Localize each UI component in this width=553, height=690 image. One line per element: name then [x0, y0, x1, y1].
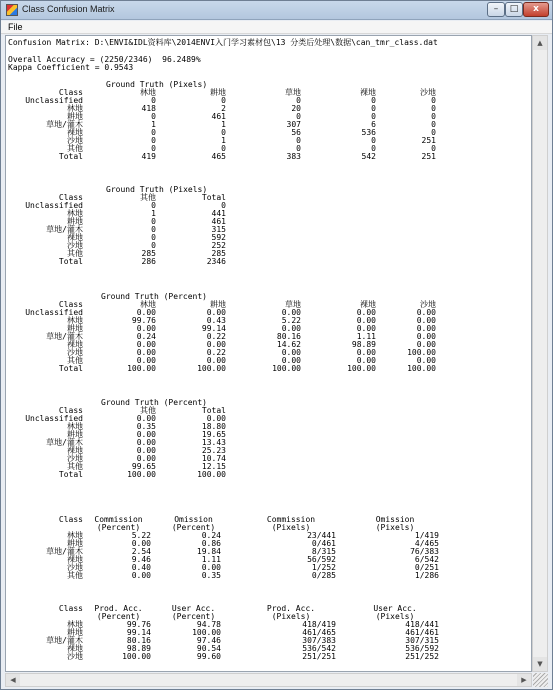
column-unit: (Percent) — [171, 523, 216, 532]
table-cell: 97.46 — [196, 636, 221, 645]
table-cell: 100.00 — [407, 364, 436, 373]
report-text-area[interactable] — [5, 35, 532, 672]
row-label: 耕地 — [67, 324, 83, 333]
table-cell: 0 — [221, 128, 226, 137]
row-label: 草地/灌木 — [46, 636, 83, 645]
column-header: Omission — [375, 515, 415, 524]
row-label: 裸地 — [67, 128, 83, 137]
table-cell: 100.00 — [122, 652, 151, 661]
table-cell: 0 — [151, 96, 156, 105]
column-header: 耕地 — [210, 88, 226, 97]
table-cell: 0.40 — [131, 563, 151, 572]
table-cell: 2.54 — [131, 547, 151, 556]
row-label: 林地 — [67, 209, 83, 218]
window-title: Class Confusion Matrix — [22, 4, 115, 14]
table-cell: 19.84 — [196, 547, 221, 556]
table-cell: 418/441 — [405, 620, 439, 629]
table-cell: 0.00 — [356, 356, 376, 365]
table-cell: 0.00 — [206, 308, 226, 317]
column-header: User Acc. — [373, 604, 417, 613]
column-header-class: Class — [58, 88, 83, 97]
column-header: 其他 — [140, 193, 156, 202]
table-cell: 0.00 — [136, 430, 156, 439]
table-cell: 18.80 — [201, 422, 226, 431]
table-cell: 1 — [221, 120, 226, 129]
table-cell: 252 — [211, 241, 226, 250]
table-cell: 56 — [291, 128, 301, 137]
column-header: 草地 — [285, 300, 301, 309]
row-label: 耕地 — [67, 430, 83, 439]
table-cell: 100.00 — [127, 470, 156, 479]
table-cell: 0.00 — [416, 308, 436, 317]
table-cell: 536/542 — [302, 644, 336, 653]
table-cell: 592 — [211, 233, 226, 242]
table-cell: 80.16 — [126, 636, 151, 645]
table-cell: 0 — [151, 144, 156, 153]
table-cell: 99.14 — [126, 628, 151, 637]
column-header: 草地 — [285, 88, 301, 97]
column-header-class: Class — [58, 300, 83, 309]
column-header: 林地 — [140, 300, 156, 309]
table-cell: 100.00 — [407, 348, 436, 357]
table-cell: 25.23 — [201, 446, 226, 455]
table-cell: 0.00 — [136, 324, 156, 333]
table-cell: 1/286 — [414, 571, 439, 580]
column-header: Omission — [174, 515, 213, 524]
table-cell: 1 — [221, 136, 226, 145]
table-cell: 0 — [431, 120, 436, 129]
table-cell: 285 — [211, 249, 226, 258]
column-header-class: Class — [58, 604, 83, 613]
row-label: 草地/灌木 — [46, 120, 83, 129]
table-cell: 90.54 — [196, 644, 221, 653]
table-cell: 0.00 — [416, 324, 436, 333]
table-cell: 0.00 — [281, 308, 301, 317]
table-cell: 6 — [371, 120, 376, 129]
row-label: 草地/灌木 — [46, 225, 83, 234]
table-cell: 0.00 — [206, 340, 226, 349]
table-cell: 0 — [431, 104, 436, 113]
table-cell: 14.62 — [276, 340, 301, 349]
row-label: 沙地 — [67, 454, 83, 463]
row-label: 耕地 — [67, 539, 83, 548]
row-label: 耕地 — [67, 112, 83, 121]
table-cell: 0.00 — [281, 324, 301, 333]
scroll-up-icon[interactable]: ▲ — [533, 36, 547, 50]
minimize-button[interactable]: – — [487, 2, 505, 17]
table-cell: 0 — [431, 128, 436, 137]
file-path-line: Confusion Matrix: D:\ENVI&IDL资料库\2014ENVI入门学习素材包\13 分类后处理\数据\can_tmr_class.dat — [8, 38, 438, 47]
table-cell: 100.00 — [127, 364, 156, 373]
table-cell: 441 — [211, 209, 226, 218]
table-cell: 0 — [151, 241, 156, 250]
row-label: 沙地 — [67, 136, 83, 145]
table-cell: 0.00 — [136, 308, 156, 317]
table-cell: 0 — [296, 96, 301, 105]
table-cell: 0 — [151, 233, 156, 242]
column-header-class: Class — [58, 515, 83, 524]
table-cell: 0.00 — [416, 356, 436, 365]
row-label: 裸地 — [67, 233, 83, 242]
table-cell: 0/251 — [414, 563, 439, 572]
row-label: 草地/灌木 — [46, 332, 83, 341]
table-title: Ground Truth (Percent) — [101, 292, 207, 301]
table-cell: 56/592 — [307, 555, 336, 564]
table-cell: 0.00 — [281, 356, 301, 365]
table-cell: 307/383 — [302, 636, 336, 645]
column-header: 其他 — [140, 406, 156, 415]
table-cell: 0.00 — [136, 348, 156, 357]
table-cell: 0 — [371, 144, 376, 153]
row-label: Unclassified — [25, 96, 83, 105]
table-cell: 98.89 — [351, 340, 376, 349]
row-label: 耕地 — [67, 217, 83, 226]
table-cell: 307 — [286, 120, 301, 129]
table-cell: 0.00 — [416, 340, 436, 349]
table-cell: 0.00 — [136, 438, 156, 447]
table-cell: 0.00 — [356, 316, 376, 325]
table-cell: 80.16 — [276, 332, 301, 341]
table-cell: 20 — [291, 104, 301, 113]
table-cell: 19.65 — [201, 430, 226, 439]
table-cell: 4/465 — [414, 539, 439, 548]
table-cell: 0 — [151, 201, 156, 210]
row-label: 草地/灌木 — [46, 547, 83, 556]
table-cell: 0.00 — [416, 316, 436, 325]
table-cell: 10.74 — [201, 454, 226, 463]
table-cell: 383 — [286, 152, 301, 161]
table-cell: 0 — [221, 96, 226, 105]
row-label: 沙地 — [67, 563, 83, 572]
table-cell: 0.00 — [356, 348, 376, 357]
table-cell: 0 — [371, 112, 376, 121]
table-cell: 0.22 — [206, 348, 226, 357]
column-header-class: Class — [58, 406, 83, 415]
table-cell: 465 — [211, 152, 226, 161]
table-cell: 0 — [151, 225, 156, 234]
row-label: Unclassified — [25, 414, 83, 423]
table-cell: 100.00 — [192, 628, 221, 637]
table-cell: 0 — [151, 112, 156, 121]
table-title: Ground Truth (Pixels) — [106, 185, 208, 194]
table-cell: 0.00 — [356, 308, 376, 317]
row-label: 林地 — [67, 316, 83, 325]
table-cell: 0 — [221, 144, 226, 153]
column-unit: (Percent) — [171, 612, 216, 621]
table-cell: 251/251 — [302, 652, 336, 661]
table-cell: 0.00 — [131, 539, 151, 548]
column-header: 林地 — [140, 88, 156, 97]
table-cell: 461 — [211, 112, 226, 121]
table-cell: 0.22 — [206, 332, 226, 341]
table-cell: 1/252 — [311, 563, 336, 572]
table-cell: 0.00 — [136, 454, 156, 463]
table-cell: 0.35 — [136, 422, 156, 431]
table-cell: 0 — [431, 96, 436, 105]
resize-grip-icon[interactable] — [533, 673, 548, 687]
table-title: Ground Truth (Percent) — [101, 398, 207, 407]
table-cell: 0.00 — [201, 563, 221, 572]
table-cell: 0.00 — [356, 324, 376, 333]
table-cell: 12.15 — [201, 462, 226, 471]
table-cell: 286 — [141, 257, 156, 266]
column-header: 沙地 — [420, 300, 436, 309]
table-cell: 0.00 — [206, 356, 226, 365]
row-label: 草地/灌木 — [46, 438, 83, 447]
row-label: Unclassified — [25, 308, 83, 317]
table-cell: 0 — [221, 201, 226, 210]
column-unit: (Percent) — [96, 612, 141, 621]
close-button[interactable]: x — [523, 2, 549, 17]
table-cell: 0/285 — [311, 571, 336, 580]
table-cell: 461/465 — [302, 628, 336, 637]
horizontal-scrollbar[interactable] — [5, 673, 532, 687]
row-label: 沙地 — [67, 348, 83, 357]
row-label: 裸地 — [67, 644, 83, 653]
row-label: 耕地 — [67, 628, 83, 637]
table-cell: 2 — [221, 104, 226, 113]
table-cell: 419 — [141, 152, 156, 161]
table-cell: 251 — [421, 152, 436, 161]
row-label: 其他 — [67, 144, 83, 153]
table-cell: 2346 — [206, 257, 226, 266]
table-cell: 100.00 — [272, 364, 301, 373]
table-cell: 461 — [211, 217, 226, 226]
column-unit: (Pixels) — [375, 612, 415, 621]
table-cell: 100.00 — [197, 470, 226, 479]
table-cell: 0.00 — [281, 348, 301, 357]
table-cell: 99.60 — [196, 652, 221, 661]
column-header: Commission — [266, 515, 316, 524]
column-header: Prod. Acc. — [94, 604, 143, 613]
table-cell: 1.11 — [201, 555, 221, 564]
row-label: 林地 — [67, 104, 83, 113]
table-cell: 0.43 — [206, 316, 226, 325]
table-cell: 0 — [151, 128, 156, 137]
row-label: 裸地 — [67, 340, 83, 349]
table-title: Ground Truth (Pixels) — [106, 80, 208, 89]
table-cell: 418/419 — [302, 620, 336, 629]
table-cell: 0/461 — [311, 539, 336, 548]
table-cell: 0.00 — [416, 332, 436, 341]
table-cell: 536 — [361, 128, 376, 137]
table-cell: 99.76 — [131, 316, 156, 325]
table-cell: 1.11 — [356, 332, 376, 341]
table-cell: 99.76 — [126, 620, 151, 629]
table-cell: 23/441 — [307, 531, 336, 540]
table-cell: 0.00 — [136, 446, 156, 455]
menu-bar — [1, 21, 552, 34]
table-cell: 0.35 — [201, 571, 221, 580]
table-cell: 0 — [371, 104, 376, 113]
table-cell: 99.14 — [201, 324, 226, 333]
table-cell: 5.22 — [281, 316, 301, 325]
table-cell: 418 — [141, 104, 156, 113]
table-cell: 100.00 — [197, 364, 226, 373]
table-cell: 0 — [431, 112, 436, 121]
column-unit: (Pixels) — [271, 523, 311, 532]
vertical-scrollbar[interactable] — [532, 35, 548, 672]
title-bar[interactable] — [1, 1, 552, 20]
scroll-right-icon[interactable]: ▶ — [517, 674, 531, 686]
row-label: 沙地 — [67, 241, 83, 250]
table-cell: 76/383 — [410, 547, 439, 556]
table-cell: 100.00 — [347, 364, 376, 373]
table-cell: 461/461 — [405, 628, 439, 637]
column-header: Total — [201, 406, 226, 415]
table-cell: 94.78 — [196, 620, 221, 629]
table-cell: 0 — [296, 112, 301, 121]
table-cell: 307/315 — [405, 636, 439, 645]
table-cell: 285 — [141, 249, 156, 258]
table-cell: 0.00 — [206, 414, 226, 423]
row-label: 其他 — [67, 462, 83, 471]
column-header: Commission — [94, 515, 143, 524]
table-cell: 0.00 — [131, 571, 151, 580]
table-cell: 0 — [371, 96, 376, 105]
table-cell: 0.86 — [201, 539, 221, 548]
table-cell: 0 — [431, 144, 436, 153]
table-cell: 315 — [211, 225, 226, 234]
scroll-down-icon[interactable]: ▼ — [533, 657, 547, 671]
table-cell: 0.24 — [201, 531, 221, 540]
row-label: 其他 — [67, 571, 83, 580]
table-cell: 251 — [421, 136, 436, 145]
table-cell: 0 — [296, 136, 301, 145]
table-cell: 8/315 — [311, 547, 336, 556]
table-cell: 0.24 — [136, 332, 156, 341]
column-header: 耕地 — [210, 300, 226, 309]
table-cell: 1 — [151, 120, 156, 129]
table-cell: 0 — [296, 144, 301, 153]
table-cell: 0.00 — [136, 340, 156, 349]
row-label: Total — [58, 152, 83, 161]
table-cell: 0 — [371, 136, 376, 145]
table-cell: 5.22 — [131, 531, 151, 540]
column-unit: (Percent) — [96, 523, 141, 532]
table-cell: 0 — [151, 217, 156, 226]
column-header: 沙地 — [420, 88, 436, 97]
column-header: User Acc. — [171, 604, 216, 613]
row-label: 其他 — [67, 356, 83, 365]
row-label: 裸地 — [67, 555, 83, 564]
row-label: 裸地 — [67, 446, 83, 455]
row-label: Total — [58, 257, 83, 266]
table-cell: 6/542 — [414, 555, 439, 564]
column-header: Total — [201, 193, 226, 202]
row-label: 林地 — [67, 620, 83, 629]
column-unit: (Pixels) — [271, 612, 311, 621]
table-cell: 1 — [151, 209, 156, 218]
table-cell: 542 — [361, 152, 376, 161]
row-label: Total — [58, 470, 83, 479]
maximize-button[interactable]: □ — [505, 2, 523, 17]
column-header-class: Class — [58, 193, 83, 202]
table-cell: 0 — [151, 136, 156, 145]
kappa-coefficient: Kappa Coefficient = 0.9543 — [8, 63, 134, 72]
table-cell: 99.65 — [131, 462, 156, 471]
row-label: 其他 — [67, 249, 83, 258]
table-cell: 1/419 — [414, 531, 439, 540]
table-cell: 0.00 — [136, 356, 156, 365]
table-cell: 98.89 — [126, 644, 151, 653]
table-cell: 13.43 — [201, 438, 226, 447]
row-label: Total — [58, 364, 83, 373]
column-unit: (Pixels) — [375, 523, 415, 532]
row-label: 林地 — [67, 531, 83, 540]
table-cell: 0.00 — [136, 414, 156, 423]
row-label: Unclassified — [25, 201, 83, 210]
app-icon — [6, 4, 18, 16]
menu-file[interactable]: File — [8, 22, 23, 32]
scroll-left-icon[interactable]: ◀ — [6, 674, 20, 686]
column-header: 裸地 — [360, 300, 376, 309]
table-cell: 251/252 — [405, 652, 439, 661]
overall-accuracy: Overall Accuracy = (2250/2346) 96.2489% — [8, 55, 201, 64]
column-header: 裸地 — [360, 88, 376, 97]
table-cell: 9.46 — [131, 555, 151, 564]
row-label: 沙地 — [67, 652, 83, 661]
column-header: Prod. Acc. — [266, 604, 316, 613]
table-cell: 536/592 — [405, 644, 439, 653]
row-label: 林地 — [67, 422, 83, 431]
